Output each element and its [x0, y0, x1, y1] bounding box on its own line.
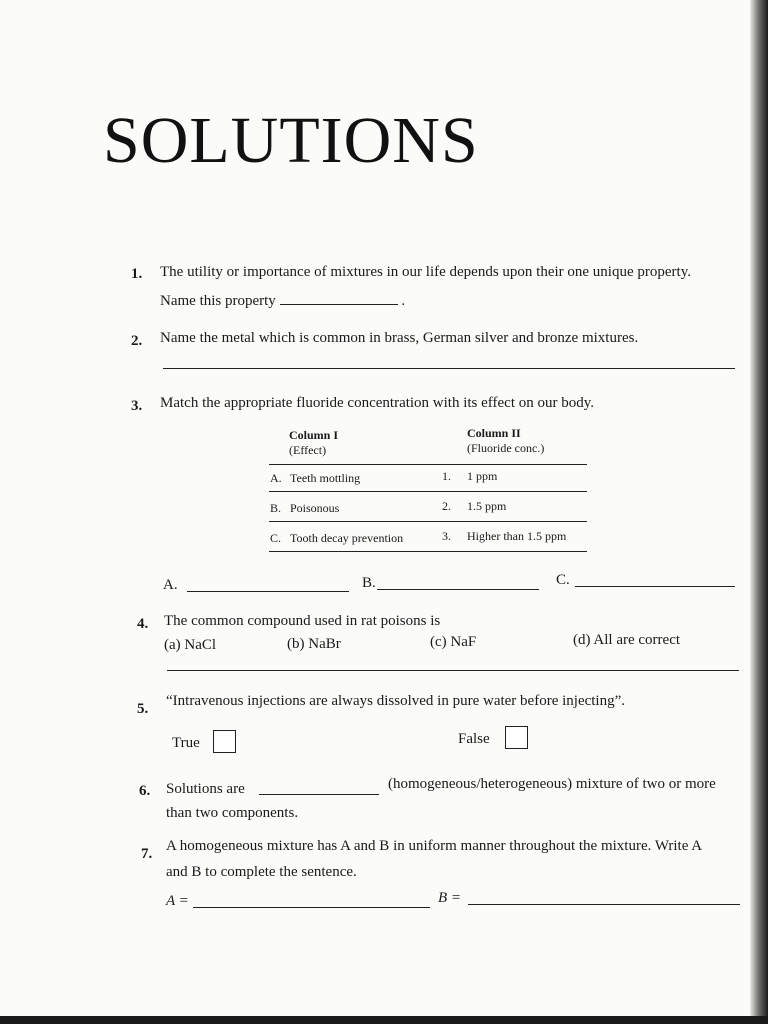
- page-bottom-edge: [0, 1016, 768, 1024]
- question-1-answer-blank[interactable]: [280, 292, 398, 305]
- answer-b-equals-label: B =: [438, 890, 462, 906]
- answer-a-label: A.: [163, 577, 178, 593]
- table-row-1-num: 1.: [442, 469, 451, 483]
- page-edge-shadow: [750, 0, 768, 1024]
- question-4-option-a[interactable]: (a) NaCl: [164, 637, 217, 653]
- true-checkbox[interactable]: [213, 730, 236, 753]
- question-2-answer-line[interactable]: [163, 368, 735, 369]
- question-4-option-c[interactable]: (c) NaF: [430, 634, 477, 650]
- question-6-line2: than two components.: [166, 805, 299, 821]
- table-bottom-rule: [269, 551, 587, 552]
- table-row-3-letter: C.: [270, 531, 282, 545]
- question-1-line2: [160, 292, 405, 310]
- column-2-title: Column II: [467, 426, 521, 440]
- question-4-option-b[interactable]: (b) NaBr: [287, 636, 341, 652]
- column-1-header: [289, 428, 338, 458]
- question-2-text: Name the metal which is common in brass, German silver and bronze mixtures.: [160, 330, 639, 346]
- question-1-number: 1.: [131, 266, 143, 282]
- table-row-3-conc: Higher than 1.5 ppm: [467, 529, 567, 543]
- question-4-number: 4.: [137, 616, 149, 632]
- question-4-option-d[interactable]: (d) All are correct: [573, 632, 681, 648]
- question-7-a-blank[interactable]: [193, 907, 430, 908]
- question-5-text: “Intravenous injections are always dissolved in pure water before injecting”.: [166, 693, 626, 709]
- question-6-answer-blank[interactable]: [259, 794, 379, 795]
- question-7-number: 7.: [141, 846, 153, 862]
- answer-b-label: B.: [362, 575, 376, 591]
- question-6-part2: (homogeneous/heterogeneous) mixture of two or more: [388, 776, 716, 792]
- table-row-2-conc: 1.5 ppm: [467, 499, 507, 513]
- table-row-3-num: 3.: [442, 529, 451, 543]
- question-6-part1: Solutions are: [166, 781, 245, 797]
- page-title: SOLUTIONS: [103, 104, 479, 177]
- table-row-1-letter: A.: [270, 471, 282, 485]
- false-checkbox[interactable]: [505, 726, 528, 749]
- question-5-number: 5.: [137, 701, 149, 717]
- column-1-title: Column I: [289, 428, 339, 442]
- answer-a-equals-label: A =: [166, 893, 189, 909]
- answer-c-blank[interactable]: [575, 586, 735, 587]
- table-row-1-conc: 1 ppm: [467, 469, 498, 483]
- column-2-subtitle: (Fluoride conc.): [467, 441, 545, 455]
- column-1-subtitle: (Effect): [289, 443, 327, 457]
- question-7-text: A homogeneous mixture has A and B in uniform manner throughout the mixture. Write A: [166, 838, 703, 854]
- column-2-header: [467, 426, 544, 456]
- answer-c-label: C.: [556, 572, 570, 588]
- question-1-text: The utility or importance of mixtures in our life depends upon their one unique property.: [160, 264, 691, 280]
- table-row-1-effect: Teeth mottling: [290, 471, 361, 485]
- false-label: False: [458, 731, 490, 747]
- question-4-text: The common compound used in rat poisons is: [164, 613, 441, 629]
- table-row-2-num: 2.: [442, 499, 451, 513]
- table-row-rule: [269, 491, 587, 492]
- table-row-3-effect: Tooth decay prevention: [290, 531, 404, 545]
- question-1-prompt: Name this property: [160, 293, 276, 309]
- question-6-number: 6.: [139, 783, 151, 799]
- question-7-b-blank[interactable]: [468, 904, 740, 905]
- question-3-text: Match the appropriate fluoride concentration with its effect on our body.: [160, 395, 595, 411]
- question-4-answer-line[interactable]: [167, 670, 739, 671]
- table-row-2-letter: B.: [270, 501, 282, 515]
- question-1-period: .: [401, 293, 406, 309]
- question-7-line2: and B to complete the sentence.: [166, 864, 357, 880]
- answer-a-blank[interactable]: [187, 591, 349, 592]
- table-row-2-effect: Poisonous: [290, 501, 340, 515]
- table-row-rule: [269, 521, 587, 522]
- question-2-number: 2.: [131, 333, 143, 349]
- question-3-number: 3.: [131, 398, 143, 414]
- true-label: True: [172, 735, 200, 751]
- table-top-rule: [269, 464, 587, 465]
- answer-b-blank[interactable]: [377, 589, 539, 590]
